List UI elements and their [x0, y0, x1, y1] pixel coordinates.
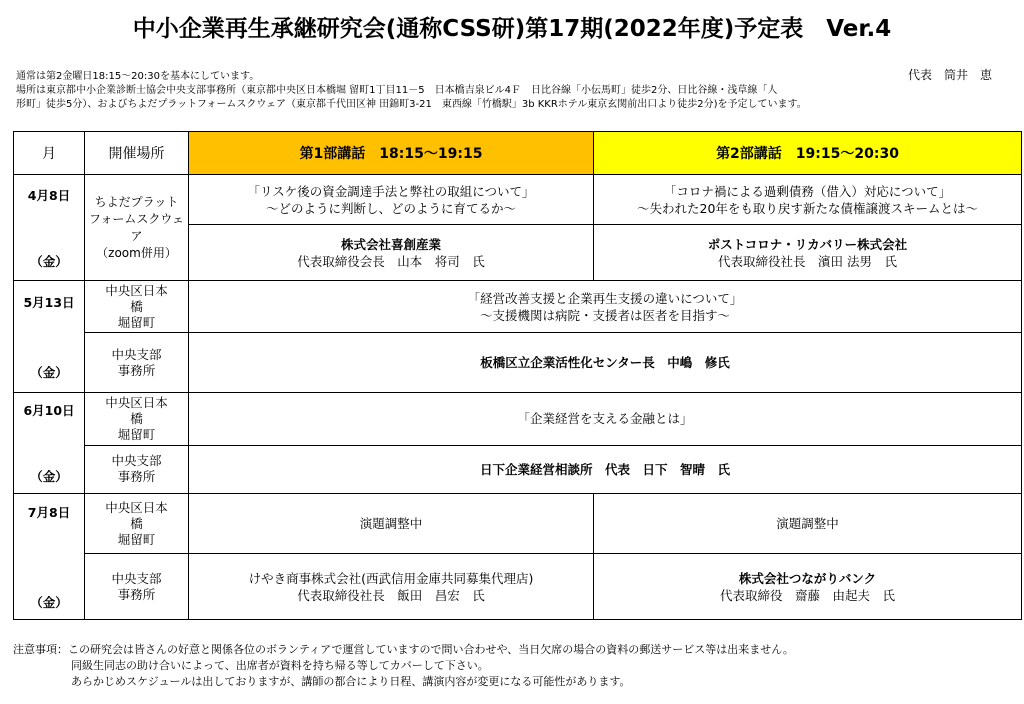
part1-speaker-cell — [189, 554, 594, 620]
venue-line: ちよだプラット — [94, 194, 179, 209]
lecture-subtitle: ～支援機関は病院・支援者は医者を目指す～ — [479, 307, 730, 323]
intro-notes — [16, 70, 916, 112]
venue-line: 堀留町 — [117, 426, 156, 442]
session-date: 5月13日 — [23, 294, 75, 310]
footer-line: 同級生同志の助け合いによって、出席者が資料を持ち帰る等してカバーして下さい。 — [71, 659, 489, 672]
venue-line: 中央区日本 — [105, 499, 168, 515]
lecture-title: 「コロナ禍による過剰債務（借入）対応について」 — [663, 183, 952, 199]
lecture-title: 「経営改善支援と企業再生支援の違いについて」 — [467, 290, 743, 306]
part1-speaker-cell — [189, 225, 594, 281]
venue-line: （zoom併用） — [96, 245, 177, 260]
joint-speaker-cell — [189, 445, 1022, 493]
joint-title-cell — [189, 281, 1022, 333]
part2-title-cell — [594, 494, 1022, 554]
footer-line: あらかじめスケジュールは出しておりますが、講師の都合により日程、講演内容が変更になる可能性があります。 — [71, 675, 631, 688]
speaker-name: 代表取締役社長 濱田 法男 氏 — [718, 253, 897, 269]
date-cell — [14, 281, 85, 393]
speaker-name: 板橋区立企業活性化センター長 中嶋 修氏 — [480, 355, 730, 370]
venue-line: 中央支部 — [111, 570, 162, 586]
part2-title-cell — [594, 175, 1022, 225]
part2-speaker-cell — [594, 554, 1022, 620]
session-weekday: （金） — [30, 594, 68, 610]
venue-cell-top — [85, 281, 189, 333]
speaker-org: 株式会社喜創産業 — [340, 236, 441, 252]
venue-line: 中央支部 — [111, 453, 162, 469]
session-date: 4月8日 — [27, 187, 71, 203]
part1-title-cell — [189, 175, 594, 225]
lecture-subtitle: ～失われた20年をも取り戻す新たな債権譲渡スキームとは～ — [637, 200, 978, 216]
venue-cell-bottom — [85, 445, 189, 493]
header-part2: 第2部講話 19:15～20:30 — [594, 132, 1022, 175]
lecture-subtitle: ～どのように判断し、どのように育てるか～ — [265, 200, 516, 216]
table-row — [14, 554, 1022, 620]
part2-speaker-cell — [594, 225, 1022, 281]
venue-cell-top — [85, 393, 189, 446]
table-row — [14, 175, 1022, 225]
date-cell — [14, 393, 85, 494]
venue-line: 事務所 — [117, 469, 156, 485]
speaker-org: 株式会社つながりバンク — [738, 570, 877, 586]
date-cell — [14, 175, 85, 281]
venue-line: 堀留町 — [117, 531, 156, 547]
venue-cell-top — [85, 494, 189, 554]
speaker-org: けやき商事株式会社(西武信用金庫共同募集代理店) — [248, 570, 534, 586]
lecture-title: 「企業経営を支える金融とは」 — [517, 411, 693, 427]
venue-cell — [85, 175, 189, 281]
venue-line: 橋 — [130, 298, 143, 314]
venue-line: 橋 — [130, 410, 143, 426]
lecture-title: 演題調整中 — [776, 516, 839, 531]
session-date: 6月10日 — [23, 403, 75, 418]
venue-line: 橋 — [130, 515, 143, 531]
speaker-name: 代表取締役社長 飯田 昌宏 氏 — [297, 587, 485, 603]
joint-speaker-cell — [189, 333, 1022, 393]
speaker-name: 代表取締役会長 山本 将司 氏 — [297, 253, 485, 269]
footer-line: 注意事項：この研究会は皆さんの好意と関係各位のボランティアで運営していますので問い合わせや、当日欠席の場合の資料の郵送サービス等は出来ません。 — [13, 643, 794, 656]
venue-line: 事務所 — [117, 586, 156, 602]
speaker-name: 日下企業経営相談所 代表 日下 智晴 氏 — [479, 461, 730, 477]
venue-line: 中央支部 — [111, 346, 162, 362]
table-row — [14, 281, 1022, 333]
venue-cell-bottom — [85, 333, 189, 393]
session-weekday: （金） — [30, 364, 68, 380]
lecture-title: 「リスケ後の資金調達手法と弊社の取組について」 — [247, 183, 535, 199]
table-row — [14, 445, 1022, 493]
venue-line: 堀留町 — [117, 314, 156, 330]
venue-line: フォームスクウェア — [89, 211, 184, 243]
venue-cell-bottom — [85, 554, 189, 620]
intro-line: 通常は第2金曜日18:15～20:30を基本にしています。 — [16, 71, 260, 82]
schedule-table — [13, 131, 1022, 620]
table-row — [14, 333, 1022, 393]
venue-line: 中央区日本 — [105, 282, 168, 298]
header-venue: 開催場所 — [85, 132, 189, 175]
footer-notes — [13, 642, 1013, 690]
intro-line: 形町」徒歩5分）、およびちよだプラットフォームスクウェア（東京都千代田区神 田錦町3-21 東西線「竹橋駅」3b KKRホテル東京玄関前出口より徒歩2分)を予定しています。 — [16, 99, 807, 110]
table-row — [14, 393, 1022, 446]
representative: 代表 筒井 恵 — [907, 68, 992, 82]
lecture-title: 演題調整中 — [359, 516, 423, 531]
table-header-row — [14, 132, 1022, 175]
session-weekday: （金） — [30, 469, 68, 484]
part1-title-cell — [189, 494, 594, 554]
table-row — [14, 494, 1022, 554]
session-weekday: （金） — [30, 253, 68, 269]
venue-line: 事務所 — [117, 362, 156, 378]
page-title: 中小企業再生承継研究会(通称CSS研)第17期(2022年度)予定表 Ver.4 — [132, 16, 892, 42]
session-date: 7月8日 — [27, 504, 71, 520]
date-cell — [14, 494, 85, 620]
joint-title-cell — [189, 393, 1022, 446]
speaker-org: ポストコロナ・リカバリー株式会社 — [707, 236, 908, 252]
intro-line: 場所は東京都中小企業診断士協会中央支部事務所（東京都中央区日本橋堀 留町1丁目11－5 日本橋吉泉ビル4Ｆ 日比谷線「小伝馬町」徒歩2分、日比谷線・浅草線「人 — [16, 85, 778, 96]
header-month: 月 — [14, 132, 85, 175]
speaker-name: 代表取締役 齋藤 由起夫 氏 — [719, 587, 895, 603]
venue-line: 中央区日本 — [105, 394, 168, 410]
header-part1: 第1部講話 18:15～19:15 — [189, 132, 594, 175]
